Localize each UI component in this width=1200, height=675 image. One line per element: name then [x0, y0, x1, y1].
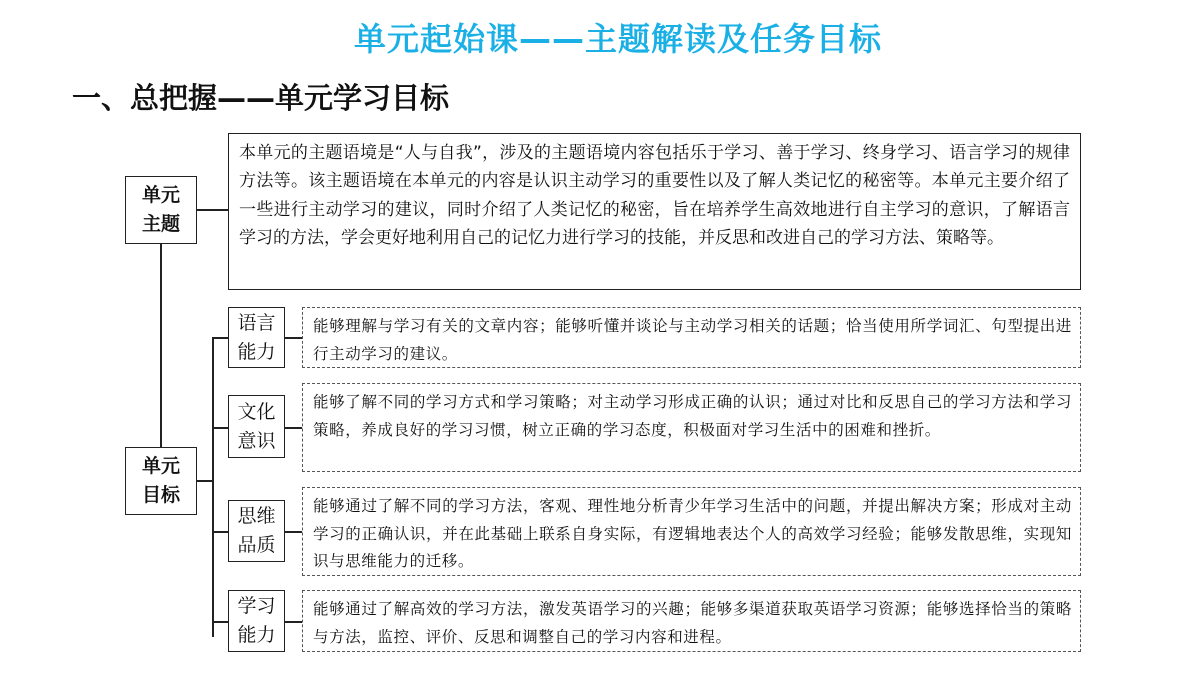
theme-description: 本单元的主题语境是“人与自我”，涉及的主题语境内容包括乐于学习、善于学习、终身学习、语言学习的规律方法等。该主题语境在本单元的内容是认识主动学习的重要性以及了解人类记忆的秘密等。本单元主要介绍了一些进行主动学习的建议，同时介绍了人类记忆的秘密，旨在培养学生高效地进行自主学习的意识，了解语言学习的方法，学会更好地利用自己的记忆力进行学习的技能，并反思和改进自己的学习方法、策略等。	[228, 133, 1081, 290]
goal-label-culture	[228, 395, 285, 458]
goal-label-learning	[228, 590, 285, 652]
connector-branch-2	[212, 427, 228, 429]
goals-label-line1: 单元	[141, 455, 180, 477]
theme-label-line2: 主题	[141, 213, 180, 235]
connector-theme-to-goals	[160, 244, 162, 448]
goal-label-line2: 能力	[237, 340, 276, 363]
theme-label	[125, 176, 197, 244]
goal-label-line2: 能力	[237, 624, 276, 646]
connector-sub-1	[284, 337, 302, 339]
goal-text-language: 能够理解与学习有关的文章内容；能够听懂并谈论与主动学习相关的话题；恰当使用所学词汇、句型提出进行主动学习的建议。	[302, 307, 1081, 368]
section-heading: 一、总把握——单元学习目标	[72, 81, 450, 115]
page-title: 单元起始课——主题解读及任务目标	[353, 20, 882, 58]
goal-text-thinking: 能够通过了解不同的学习方法，客观、理性地分析青少年学习生活中的问题，并提出解决方案；形成对主动学习的正确认识，并在此基础上联系自身实际，有逻辑地表达个人的高效学习经验；能够发散思维，实现知识与思维能力的迁移。	[302, 487, 1081, 576]
connector-theme-to-box	[196, 209, 228, 211]
connector-branch-4	[212, 621, 228, 623]
goal-label-line1: 学习	[237, 595, 276, 617]
connector-branch-3	[212, 531, 228, 533]
connector-sub-4	[284, 621, 302, 623]
connector-sub-2	[284, 427, 302, 429]
goal-label-line2: 品质	[237, 534, 276, 556]
goals-label	[125, 447, 197, 515]
connector-branch-1	[212, 337, 228, 339]
goal-label-line2: 意识	[237, 429, 276, 452]
goal-label-thinking	[228, 500, 285, 562]
connector-goals-to-trunk	[196, 480, 213, 482]
goal-text-culture: 能够了解不同的学习方式和学习策略；对主动学习形成正确的认识；通过对比和反思自己的学习方法和学习策略，养成良好的学习习惯，树立正确的学习态度，积极面对学习生活中的困难和挫折。	[302, 383, 1081, 472]
goal-label-line1: 思维	[237, 505, 276, 527]
goal-label-line1: 文化	[237, 400, 276, 423]
goal-label-line1: 语言	[237, 311, 276, 334]
theme-label-line1: 单元	[141, 184, 180, 206]
goal-text-learning: 能够通过了解高效的学习方法，激发英语学习的兴趣；能够多渠道获取英语学习资源；能够选择恰当的策略与方法，监控、评价、反思和调整自己的学习内容和进程。	[302, 590, 1081, 652]
connector-sub-3	[284, 531, 302, 533]
goal-label-language	[228, 307, 285, 368]
goals-label-line2: 目标	[141, 484, 180, 506]
connector-goals-trunk	[212, 337, 214, 637]
